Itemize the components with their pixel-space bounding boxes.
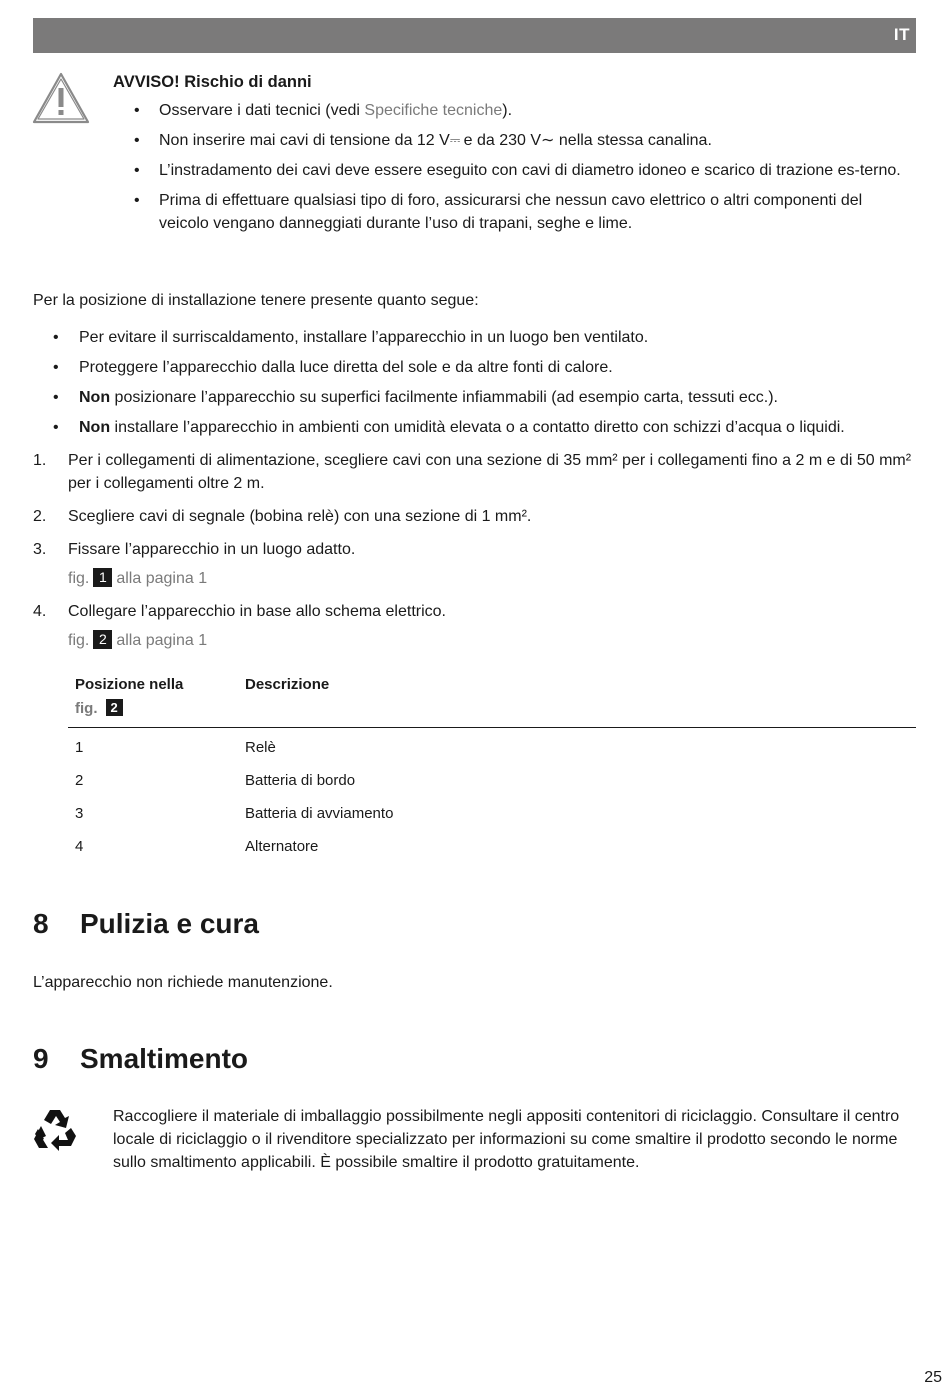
ac-symbol-icon: ∼	[541, 132, 555, 149]
bullet: •	[53, 389, 59, 406]
warning-title: AVVISO! Rischio di danni	[113, 73, 312, 91]
page-number: 25	[924, 1369, 942, 1386]
bullet: •	[134, 102, 140, 119]
table-row: 4 Alternatore	[75, 838, 319, 855]
language-tag: IT	[893, 25, 910, 44]
table-header-description: Descrizione	[245, 676, 330, 693]
install-list	[33, 326, 913, 439]
list-item: • Proteggere l’apparecchio dalla luce diretta del sole e da altre fonti di calore.	[33, 356, 913, 379]
warning-list	[113, 99, 913, 235]
table-row: 1 Relè	[75, 739, 276, 756]
table-row: 2 Batteria di bordo	[75, 772, 356, 789]
bullet: •	[134, 162, 140, 179]
warning-block	[113, 71, 913, 242]
step-item: 2. Scegliere cavi di segnale (bobina relè) con una sezione di 1 mm².	[33, 508, 532, 525]
header-bar	[33, 18, 916, 53]
section-8-text: L’apparecchio non richiede manutenzione.	[33, 974, 333, 991]
list-item: • Per evitare il surriscaldamento, installare l’apparecchio in un luogo ben ventilato.	[33, 326, 913, 349]
figure-reference[interactable]: fig. 1 alla pagina 1	[68, 569, 208, 587]
bullet: •	[134, 132, 140, 149]
section-heading-8: 8 Pulizia e cura	[33, 908, 259, 939]
warning-triangle-icon	[31, 71, 91, 125]
install-steps	[33, 449, 913, 662]
list-item: • Osservare i dati tecnici (vedi Specifiche tecniche).	[113, 99, 913, 122]
table-header-position: Posizione nella fig. 2	[75, 676, 184, 717]
bullet: •	[53, 419, 59, 436]
bullet: •	[134, 192, 140, 209]
figure-number-badge: 2	[106, 699, 123, 716]
figure-reference[interactable]: fig. 2 alla pagina 1	[68, 631, 208, 649]
bullet: •	[53, 359, 59, 376]
list-item: • Non posizionare l’apparecchio su superfici facilmente infiammabili (ad esempio carta, tessuti ecc.).	[33, 386, 913, 409]
table-header-row	[68, 673, 916, 728]
list-item: • L’instradamento dei cavi deve essere eseguito con cavi di diametro idoneo e scarico di trazione es-terno.	[113, 159, 913, 182]
position-table	[68, 673, 916, 863]
step-item: 1. Per i collegamenti di alimentazione, scegliere cavi con una sezione di 35 mm² per i collegamenti fino a 2 m e di 50 mm² per i collegamenti oltre 2 m.	[33, 452, 912, 492]
step-item: 3. Fissare l’apparecchio in un luogo adatto. fig. 1 alla pagina 1	[33, 538, 913, 590]
technical-specs-link[interactable]: Specifiche tecniche	[364, 102, 503, 119]
bullet: •	[53, 329, 59, 346]
install-intro: Per la posizione di installazione tenere presente quanto segue:	[33, 292, 479, 309]
dc-symbol-icon: ⎓	[449, 132, 460, 147]
list-item: • Non installare l’apparecchio in ambienti con umidità elevata o a contatto diretto con schizzi d’acqua o liquidi.	[33, 416, 913, 439]
section-9-text: Raccogliere il materiale di imballaggio possibilmente negli appositi contenitori di riciclaggio. Consultare il centro locale di riciclaggio o il rivenditore specializzato per informazioni su come smaltire il prodotto secondo le norme sullo smaltimento applicabili. È possibile smaltire il prodotto gratuitamente.	[113, 1108, 900, 1171]
section-heading-9: 9 Smaltimento	[33, 1043, 249, 1074]
figure-number-badge: 1	[93, 568, 112, 587]
recycle-icon	[31, 1106, 79, 1154]
step-item: 4. Collegare l’apparecchio in base allo schema elettrico. fig. 2 alla pagina 1	[33, 600, 913, 652]
list-item: • Non inserire mai cavi di tensione da 12 V⎓ e da 230 V∼ nella stessa canalina.	[113, 129, 913, 152]
install-conditions	[33, 326, 913, 446]
figure-number-badge: 2	[93, 630, 112, 649]
list-item: • Prima di effettuare qualsiasi tipo di foro, assicurarsi che nessun cavo elettrico o altri componenti del veicolo vengano danneggiati durante l’uso di trapani, seghe e lime.	[113, 189, 913, 235]
table-row: 3 Batteria di avviamento	[75, 805, 394, 822]
